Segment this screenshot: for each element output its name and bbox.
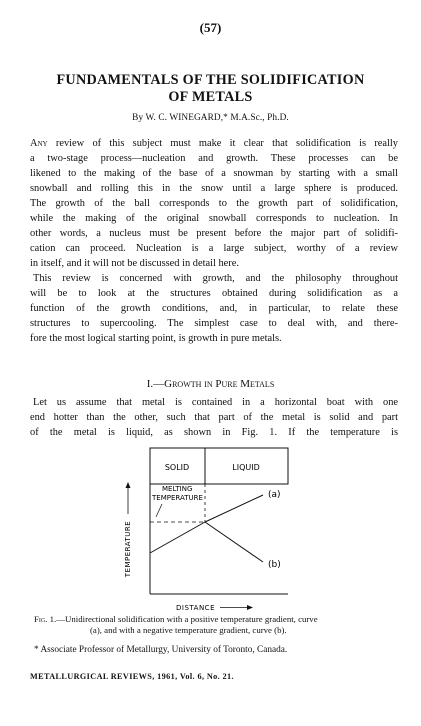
text-line: will be to look at the structures obtained during solidification as a <box>30 288 398 299</box>
text-line: Let us assume that metal is contained in a horizontal boat with one <box>33 397 398 408</box>
text-line: of the metal is liquid, as shown in Fig. 1. If the temperature is <box>30 427 398 438</box>
text-line: structures to supercooling. The simplest case to deal with, and there- <box>30 318 398 329</box>
x-axis-label: DISTANCE <box>176 604 215 612</box>
text-line: This review is concerned with growth, and the philosophy throughout <box>33 273 398 284</box>
text-line: function of the growth conditions, and, in particular, to relate these <box>30 303 398 314</box>
section-heading: I.—Growth in Pure Metals <box>146 378 275 390</box>
page-number: (57) <box>199 20 222 35</box>
curve-b-line <box>205 522 263 562</box>
text-line: other words, a nucleus must be present before the major part of solidifi- <box>30 228 398 239</box>
text-line: The growth of the ball corresponds to the growth part of solidification, <box>30 198 398 209</box>
text-line: Any review of this subject must make it clear that solidification is really <box>30 138 398 149</box>
text-line: a two-stage process—nucleation and growth. These processes can be <box>30 153 398 164</box>
text-line: likened to the making of the base of a snowman by starting with a small <box>30 168 398 179</box>
melting-label-2: TEMPERATURE <box>152 494 203 502</box>
curve-b-label: (b) <box>268 560 281 570</box>
figure-caption-line-1: Fig. 1.—Unidirectional solidification with a positive temperature gradient, curve <box>34 614 318 624</box>
text-line: while the making of the original snowball corresponds to nucleation. In <box>30 213 398 224</box>
text-line: fore the most logical starting point, is growth in pure metals. <box>30 333 282 344</box>
figure-1-diagram <box>100 446 330 636</box>
x-axis-arrow-icon <box>247 605 253 610</box>
article-title-line-1: FUNDAMENTALS OF THE SOLIDIFICATION <box>56 72 365 88</box>
text-line: in itself, and it will not be discussed in detail here. <box>30 258 239 269</box>
solid-label: SOLID <box>164 463 190 472</box>
journal-footer: METALLURGICAL REVIEWS, 1961, Vol. 6, No. 21. <box>30 672 234 681</box>
curve-a-label: (a) <box>268 490 281 500</box>
melting-pointer-line <box>156 504 162 517</box>
y-axis-arrow-icon <box>126 482 131 488</box>
solid-temperature-line <box>150 522 205 553</box>
drop-lead-word: Any <box>30 138 48 149</box>
curve-a-line <box>205 495 263 522</box>
author-footnote: * Associate Professor of Metallurgy, University of Toronto, Canada. <box>34 645 288 655</box>
text-line: cation can proceed. Nucleation is a large subject, worthy of a review <box>30 243 398 254</box>
text-line: snowball and rolling this in the snow until a large sphere is produced. <box>30 183 398 194</box>
text-line: end hotter than the other, such that part of the metal is solid and part <box>30 412 398 423</box>
liquid-label: LIQUID <box>232 463 260 472</box>
article-title-line-2: OF METALS <box>168 89 253 105</box>
y-axis-label: TEMPERATURE <box>124 520 132 578</box>
melting-label-1: MELTING <box>162 485 193 493</box>
author-byline: By W. C. WINEGARD,* M.A.Sc., Ph.D. <box>132 113 289 123</box>
figure-caption-line-2: (a), and with a negative temperature gradient, curve (b). <box>90 625 287 635</box>
